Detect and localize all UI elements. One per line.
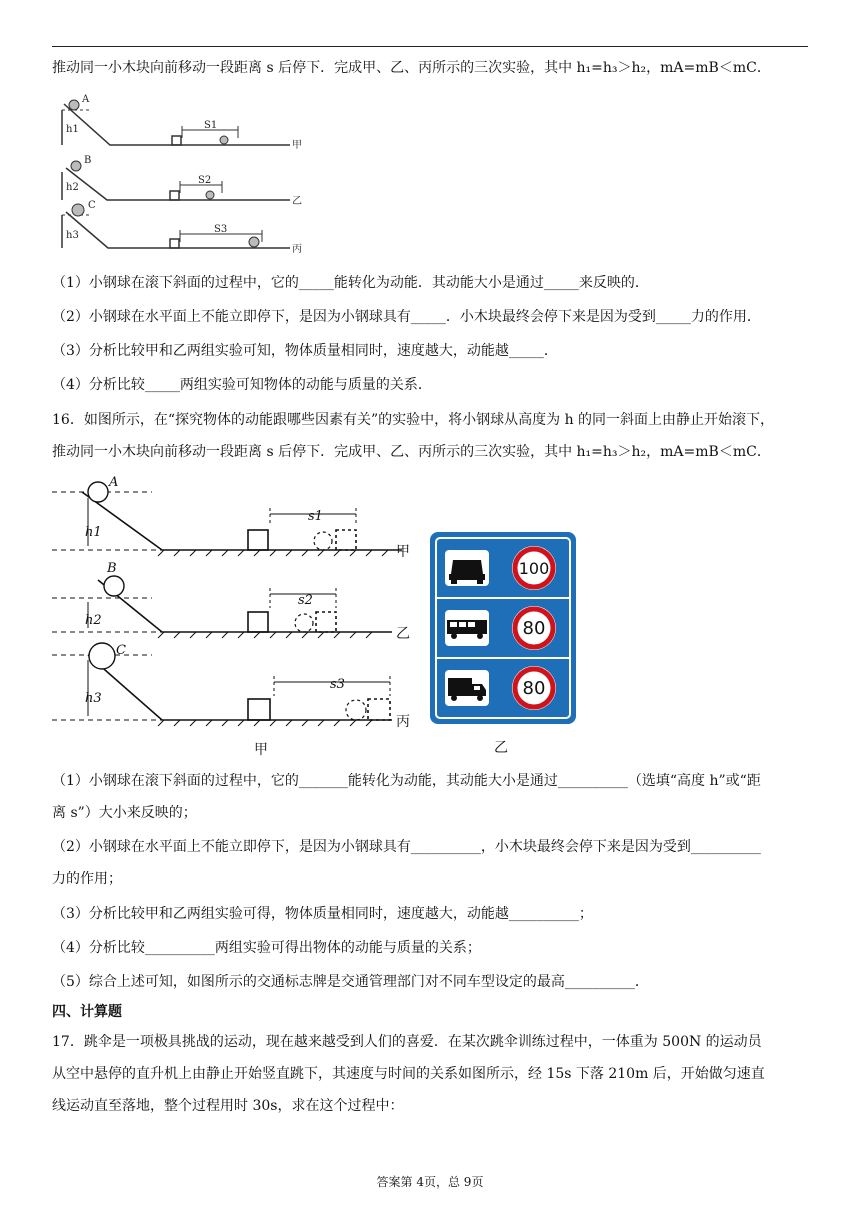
height-label: h2	[85, 613, 102, 628]
q16-stem-line2: 推动同一小木块向前移动一段距离 s 后停下．完成甲、乙、丙所示的三次实验，其中 h₁=h₃＞h₂，mA=mB＜mC．	[52, 444, 771, 460]
small-distance-label: S1	[204, 120, 218, 131]
car-icon	[445, 550, 489, 586]
small-height-label: h1	[66, 124, 79, 135]
distance-label: s2	[298, 593, 313, 608]
small-distance-label: S3	[214, 224, 228, 235]
q16-sub1-line2: 离 s”）大小来反映的；	[52, 805, 197, 821]
row-label: 乙	[396, 626, 410, 642]
row-label: 丙	[396, 714, 410, 730]
small-row-label: 乙	[292, 196, 302, 207]
page-footer: 答案第 4页，总 9页	[376, 1175, 484, 1189]
q17-line1: 17．跳伞是一项极具挑战的运动，现在越来越受到人们的喜爱．在某次跳伞训练过程中，一体重为 500N 的运动员	[52, 1034, 762, 1050]
q16-sub2-line1: （2）小钢球在水平面上不能立即停下，是因为小钢球具有__________，小木块最终会停下来是因为受到__________	[52, 839, 761, 855]
experiment-figure	[52, 470, 592, 760]
speed-limit-value: 80	[522, 618, 546, 639]
top-question-1: （1）小钢球在滚下斜面的过程中，它的_____能转化为动能．其动能大小是通过_____来反映的．	[52, 275, 649, 291]
traffic-sign	[430, 532, 576, 724]
speed-limit-value: 100	[518, 559, 550, 578]
header-rule	[52, 46, 808, 47]
small-height-label: h2	[66, 182, 79, 193]
small-experiment-figure	[52, 90, 312, 260]
top-question-2: （2）小钢球在水平面上不能立即停下，是因为小钢球具有_____．小木块最终会停下来是因为受到_____力的作用．	[52, 309, 761, 325]
speed-limit-value: 80	[522, 678, 546, 699]
distance-label: s1	[308, 509, 323, 524]
q16-sub3: （3）分析比较甲和乙两组实验可得，物体质量相同时，速度越大，动能越__________；	[52, 906, 593, 922]
ball-label: B	[107, 561, 117, 576]
distance-label: s3	[330, 677, 345, 692]
section-title: 四、计算题	[52, 1004, 122, 1020]
small-ball-label: C	[88, 200, 96, 211]
q16-sub2-line2: 力的作用；	[52, 871, 122, 887]
top-question-3: （3）分析比较甲和乙两组实验可知，物体质量相同时，速度越大，动能越_____．	[52, 343, 558, 359]
small-distance-label: S2	[198, 175, 212, 186]
ball-label: C	[116, 643, 126, 658]
q16-sub5: （5）综合上述可知，如图所示的交通标志牌是交通管理部门对不同车型设定的最高__________．	[52, 974, 649, 990]
intro-line: 推动同一小木块向前移动一段距离 s 后停下．完成甲、乙、丙所示的三次实验，其中 h₁=h₃＞h₂，mA=mB＜mC．	[52, 60, 771, 76]
caption-left: 甲	[254, 742, 268, 758]
top-question-4: （4）分析比较_____两组实验可知物体的动能与质量的关系．	[52, 377, 432, 393]
q16-stem-line1: 16．如图所示，在“探究物体的动能跟哪些因素有关”的实验中，将小钢球从高度为 h 的同一斜面上由静止开始滚下，	[52, 412, 775, 428]
caption-right: 乙	[494, 740, 508, 756]
small-row-label: 甲	[292, 140, 302, 151]
q17-line2: 从空中悬停的直升机上由静止开始竖直跳下，其速度与时间的关系如图所示，经 15s 下落 210m 后，开始做匀速直	[52, 1066, 765, 1082]
small-height-label: h3	[66, 230, 79, 241]
small-row-label: 丙	[292, 244, 302, 255]
small-ball-label: B	[84, 155, 92, 166]
q16-sub4: （4）分析比较__________两组实验可得出物体的动能与质量的关系；	[52, 940, 481, 956]
height-label: h3	[85, 691, 102, 706]
ball-label: A	[109, 475, 119, 490]
bus-icon	[445, 610, 489, 646]
height-label: h1	[85, 525, 102, 540]
q17-line3: 线运动直至落地，整个过程用时 30s，求在这个过程中：	[52, 1098, 404, 1114]
small-ball-label: A	[82, 94, 90, 105]
truck-icon	[445, 670, 489, 706]
q16-sub1-line1: （1）小钢球在滚下斜面的过程中，它的_______能转化为动能，其动能大小是通过__________（选填“高度 h”或“距	[52, 773, 761, 789]
row-label: 甲	[396, 544, 410, 560]
